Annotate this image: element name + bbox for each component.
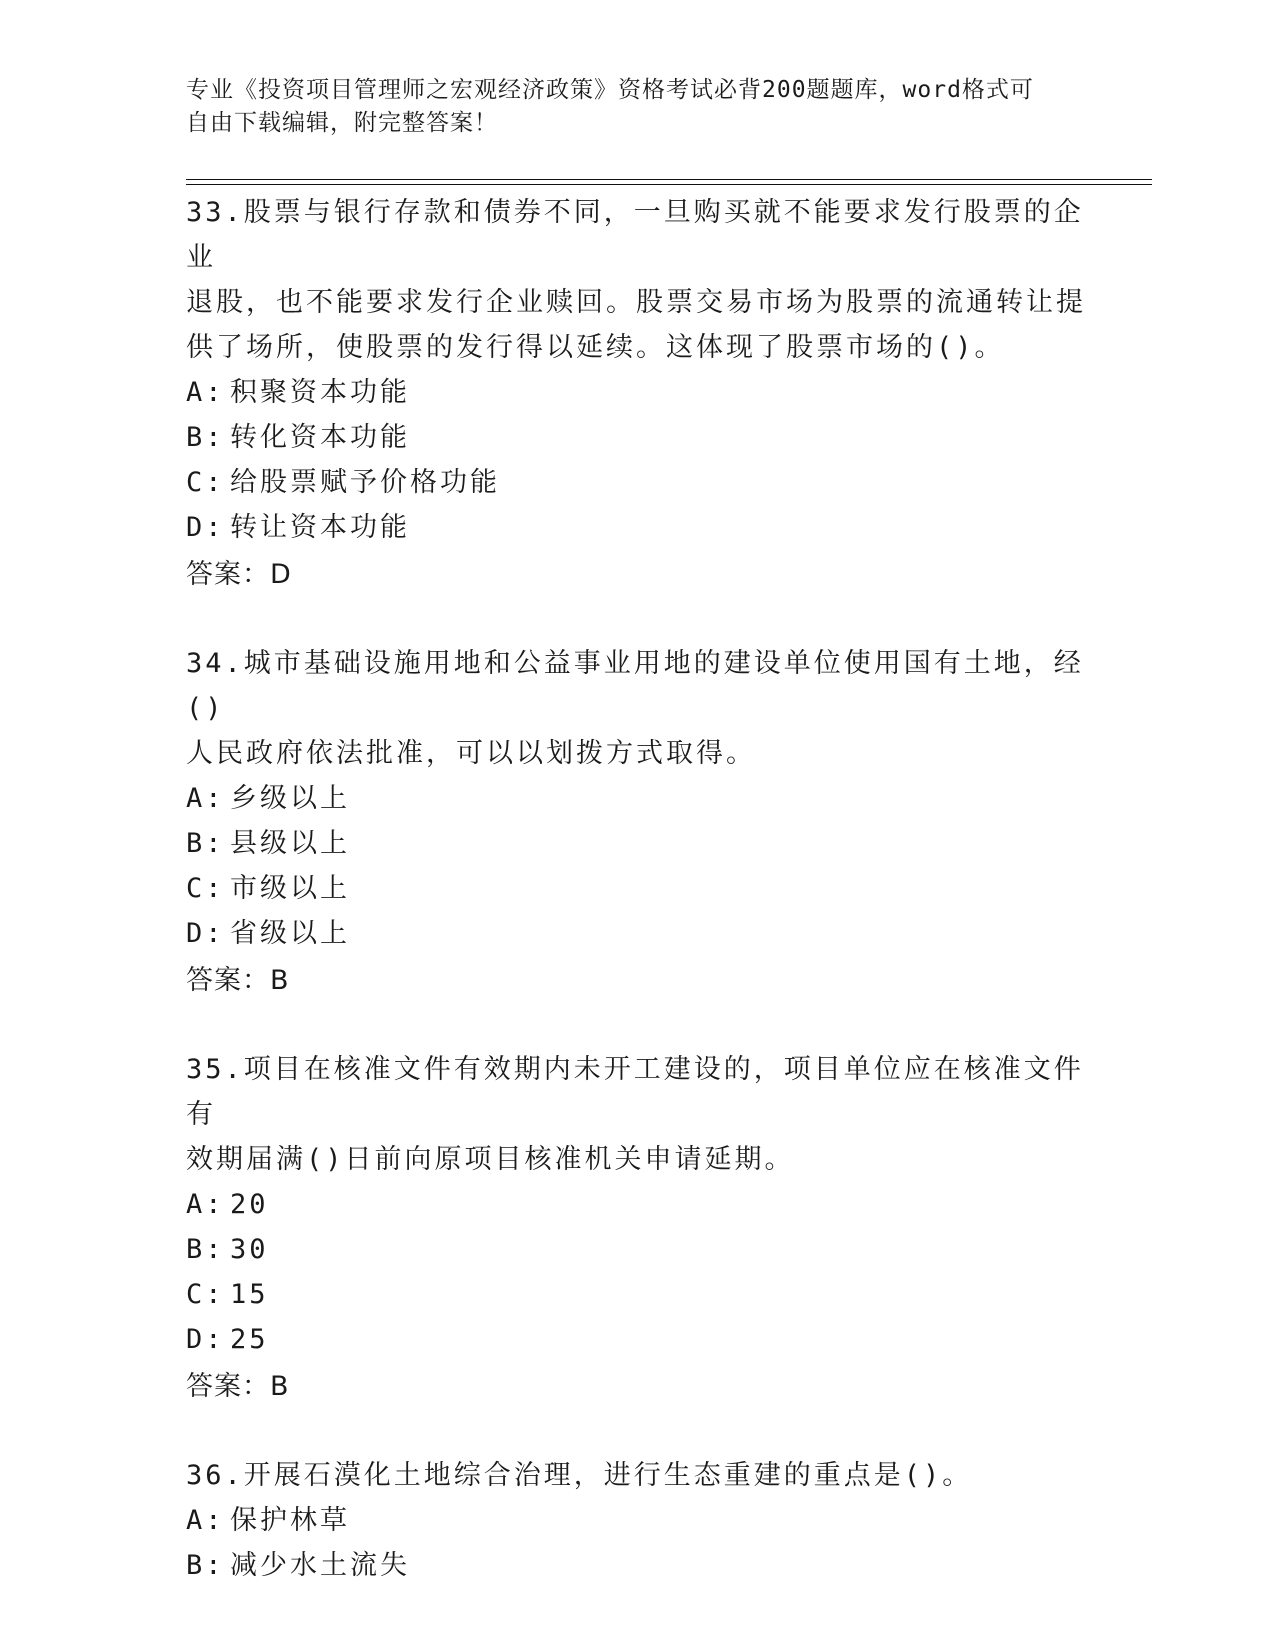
option-text: 减少水土流失 (230, 1550, 410, 1581)
option-key: B: (186, 828, 225, 859)
question-block (186, 641, 1086, 1003)
option-text: 转化资本功能 (230, 422, 410, 453)
option-key: A: (186, 783, 225, 814)
answer-option (186, 776, 1086, 821)
option-key: A: (186, 1505, 225, 1536)
option-key: C: (186, 1279, 225, 1310)
question-stem-line: 35.项目在核准文件有效期内未开工建设的，项目单位应在核准文件有 (186, 1054, 1084, 1130)
option-text: 保护林草 (230, 1505, 350, 1536)
question-stem-line: 36.开展石漠化土地综合治理，进行生态重建的重点是()。 (186, 1460, 973, 1491)
answer-key: 答案：B (186, 965, 290, 996)
option-text: 转让资本功能 (230, 512, 410, 543)
option-text: 30 (230, 1234, 269, 1265)
option-text: 县级以上 (230, 828, 350, 859)
option-key: B: (186, 1234, 225, 1265)
answer-option (186, 1182, 1086, 1227)
question-stem-line: 效期届满()日前向原项目核准机关申请延期。 (186, 1144, 795, 1175)
answer-option (186, 866, 1086, 911)
option-text: 市级以上 (230, 873, 350, 904)
question-block (186, 1453, 1086, 1588)
header-divider-top (186, 179, 1152, 180)
option-text: 积聚资本功能 (230, 377, 410, 408)
question-stem-line: 33.股票与银行存款和债券不同，一旦购买就不能要求发行股票的企业 (186, 197, 1084, 273)
answer-option (186, 821, 1086, 866)
option-key: A: (186, 377, 225, 408)
option-text: 省级以上 (230, 918, 350, 949)
question-block (186, 1047, 1086, 1409)
option-key: D: (186, 918, 225, 949)
option-text: 20 (230, 1189, 269, 1220)
option-text: 15 (230, 1279, 269, 1310)
answer-option (186, 1227, 1086, 1272)
document-header (186, 74, 1066, 140)
answer-option (186, 1543, 1086, 1588)
answer-key: 答案：D (186, 559, 292, 590)
question-stem-line: 供了场所，使股票的发行得以延续。这体现了股票市场的()。 (186, 332, 1005, 363)
option-key: B: (186, 1550, 225, 1581)
option-text: 给股票赋予价格功能 (230, 467, 500, 498)
question-stem-line: 人民政府依法批准，可以以划拨方式取得。 (186, 738, 756, 769)
header-line-1: 专业《投资项目管理师之宏观经济政策》资格考试必背200题题库，word格式可 (186, 77, 1034, 103)
option-key: C: (186, 467, 225, 498)
answer-option (186, 370, 1086, 415)
answer-option (186, 1498, 1086, 1543)
answer-option (186, 1317, 1086, 1362)
question-list (186, 190, 1086, 1632)
header-line-2: 自由下载编辑，附完整答案！ (186, 110, 498, 136)
option-key: D: (186, 512, 225, 543)
question-stem-line: 退股，也不能要求发行企业赎回。股票交易市场为股票的流通转让提 (186, 287, 1086, 318)
option-key: D: (186, 1324, 225, 1355)
option-key: C: (186, 873, 225, 904)
answer-key: 答案：B (186, 1371, 290, 1402)
option-key: A: (186, 1189, 225, 1220)
answer-option (186, 911, 1086, 956)
answer-option (186, 460, 1086, 505)
answer-option (186, 415, 1086, 460)
header-divider-bottom (186, 184, 1152, 185)
question-stem-line: 34.城市基础设施用地和公益事业用地的建设单位使用国有土地，经() (186, 648, 1084, 724)
question-block (186, 190, 1086, 597)
answer-option (186, 1272, 1086, 1317)
answer-option (186, 505, 1086, 550)
option-text: 乡级以上 (230, 783, 350, 814)
option-text: 25 (230, 1324, 269, 1355)
option-key: B: (186, 422, 225, 453)
